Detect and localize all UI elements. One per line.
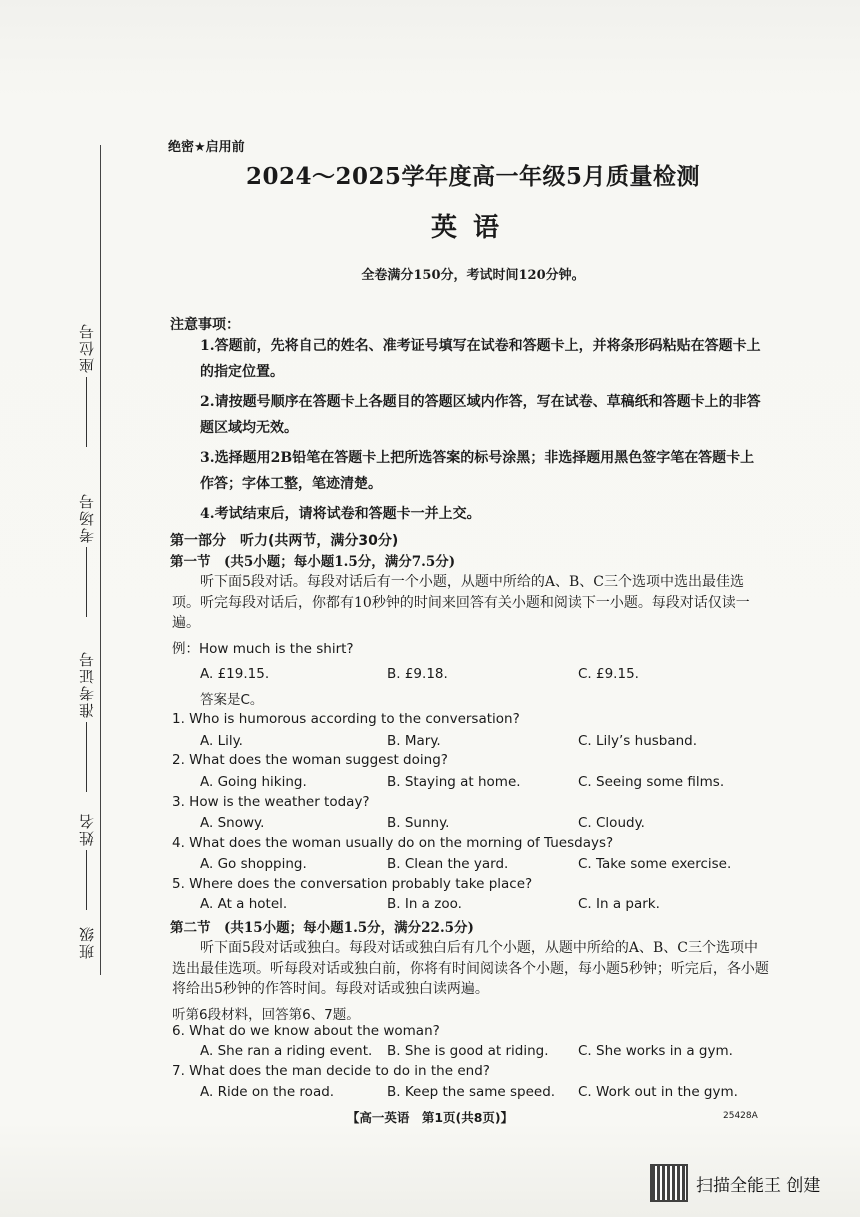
option-a: A. Going hiking. [200,774,307,790]
page-footer: 【高一英语 第1页(共8页)】 [346,1110,514,1125]
option-a: A. Lily. [200,733,243,749]
class-field [66,925,106,959]
option-b: B. £9.18. [387,666,448,682]
option-b: B. Staying at home. [387,774,521,790]
seat-number-blank [86,377,87,447]
exam-room-label: 考场号 [77,492,96,543]
option-c: C. Work out in the gym. [578,1084,738,1100]
seat-number-label: 座位号 [77,322,96,373]
section1-instructions: 听下面5段对话。每段对话后有一个小题，从题中所给的A、B、C三个选项中选出最佳选项。听完每段对话后，你都有10秒钟的时间来回答有关小题和阅读下一小题。每段对话仅读一遍。 [172,574,750,631]
name-label: 姓名 [77,812,96,846]
question-6: 6. What do we know about the woman? [172,1023,440,1039]
option-c: C. Lily’s husband. [578,733,698,749]
option-c: C. Seeing some films. [578,774,725,790]
option-a: A. She ran a riding event. [200,1043,373,1059]
seat-number-field [66,322,106,447]
option-b: B. Mary. [387,733,441,749]
paper-code: 25428A [723,1111,758,1121]
section2-instructions: 听下面5段对话或独白。每段对话或独白后有几个小题，从题中所给的A、B、C三个选项中选出最佳选项。听每段对话或独白前，你将有时间阅读各个小题，每小题5秒钟；听完后，各小题将给出5秒钟的作答时间。每段对话或独白读两遍。 [172,940,769,997]
question-2: 2. What does the woman suggest doing? [172,752,448,768]
exam-room-blank [86,547,87,617]
example-answer: 答案是C。 [200,692,264,708]
notice-list [200,333,768,531]
name-field [66,812,106,910]
confidential-label: 绝密★启用前 [168,140,245,155]
question-1: 1. Who is humorous according to the conversation? [172,711,520,727]
question-7: 7. What does the man decide to do in the end? [172,1063,490,1079]
option-c: C. She works in a gym. [578,1043,733,1059]
example-question: 例：How much is the shirt? [172,641,354,657]
question-4: 4. What does the woman usually do on the morning of Tuesdays? [172,835,614,851]
option-b: B. She is good at riding. [387,1043,549,1059]
option-a: A. Snowy. [200,815,265,831]
option-a: A. At a hotel. [200,896,288,912]
ticket-number-field [66,650,106,792]
option-a: A. Ride on the road. [200,1084,335,1100]
notice-heading: 注意事项： [170,317,240,333]
exam-room-field [66,492,106,617]
option-c: C. Cloudy. [578,815,645,831]
option-b: B. Clean the yard. [387,856,509,872]
class-label: 班级 [77,925,96,959]
option-b: B. Sunny. [387,815,450,831]
material-note: 听第6段材料，回答第6、7题。 [172,1007,360,1023]
option-c: C. In a park. [578,896,660,912]
watermark-text: 扫描全能王 创建 [696,1175,821,1196]
name-blank [86,850,87,910]
option-b: B. In a zoo. [387,896,462,912]
notice-item: 4.考试结束后，请将试卷和答题卡一并上交。 [200,506,481,522]
notice-item: 3.选择题用2B铅笔在答题卡上把所选答案的标号涂黑；非选择题用黑色签字笔在答题卡上作答；字体工整，笔迹清楚。 [200,450,755,492]
option-a: A. Go shopping. [200,856,307,872]
subject-title: 英语 [430,213,515,243]
question-5: 5. Where does the conversation probably take place? [172,876,533,892]
notice-item: 2.请按题号顺序在答题卡上各题目的答题区域内作答，写在试卷、草稿纸和答题卡上的非答题区域均无效。 [200,394,761,436]
option-c: C. £9.15. [578,666,639,682]
qr-code-icon [650,1164,688,1202]
score-time-line: 全卷满分150分，考试时间120分钟。 [361,268,585,283]
ticket-number-blank [86,722,87,792]
exam-title: 2024～2025学年度高一年级5月质量检测 [245,163,701,190]
section1-heading: 第一节 (共5小题；每小题1.5分，满分7.5分) [170,554,456,570]
scanner-watermark [650,1164,820,1202]
section2-heading: 第二节 (共15小题；每小题1.5分，满分22.5分) [170,920,474,936]
notice-item: 1.答题前，先将自己的姓名、准考证号填写在试卷和答题卡上，并将条形码粘贴在答题卡上的指定位置。 [200,338,761,380]
ticket-number-label: 准考证号 [77,650,96,718]
question-3: 3. How is the weather today? [172,794,370,810]
option-a: A. £19.15. [200,666,270,682]
part1-heading: 第一部分 听力(共两节，满分30分) [170,533,399,549]
option-b: B. Keep the same speed. [387,1084,556,1100]
option-c: C. Take some exercise. [578,856,732,872]
